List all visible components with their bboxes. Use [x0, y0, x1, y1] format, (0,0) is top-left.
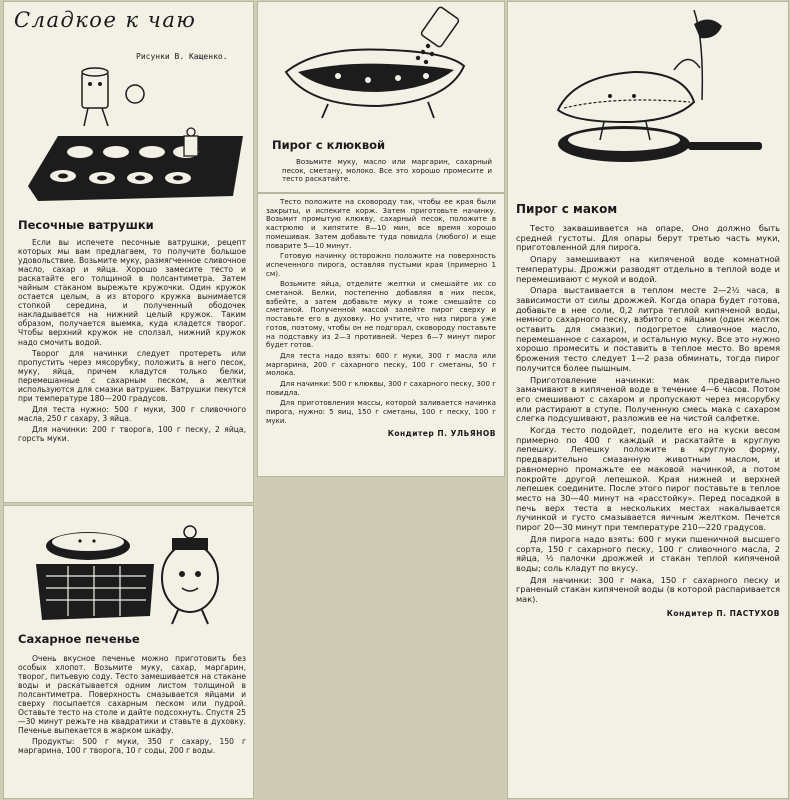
- paragraph: Творог для начинки следует протереть или пропустить через мясорубку, положить в него песок, муку, яйца, причем кладутся только белки, перемешанные с сахарным песком, а желтки используются для смазки ватрушек. Ватрушки пекутся при температуре 180—200 градусов.: [18, 348, 246, 403]
- ingredients-filling: Для начинки: 500 г клюквы, 300 г сахарного песку, 300 г повидла.: [266, 379, 496, 397]
- ingredients-filling: Для начинки: 200 г творога, 100 г песку, 2 яйца, горсть муки.: [18, 424, 246, 443]
- paragraph: Когда тесто подойдет, поделите его на куски весом примерно по 400 г каждый и раскатайте в круглую лепешку. Лепешку положите в круглую форму, предварительно смазанную животным маслом, и равномерно промажьте ее маковой начинкой, а потом покройте другой лепешкой. Края нижней и верхней лепешек соедините. После этого пирог поставьте в теплое место на 30—40 минут на «расстойку». Перед посадкой в печь верх теста в нескольких местах накалывается лучинкой и густо смазывается яичным желтком. Печется пирог 20—30 минут при температуре 210—220 градусов.: [516, 425, 780, 533]
- paragraph: Тесто положите на сковороду так, чтобы ее края были закрыты, и испеките корж. Затем приготовьте начинку. Возьмит промытую клюкву, сахарный песок, положите в кастрюлю и кипятите 8—10 мин, все время хорошо помешивая. Затем добавьте туда повидла (любого) и еще поварите 5—10 минут.: [266, 197, 496, 250]
- author-signature: Кондитер П. ПАСТУХОВ: [666, 608, 780, 618]
- recipe-body-klyukva: [266, 198, 496, 438]
- recipe-heading-mak: Пирог с маком: [516, 202, 618, 216]
- recipe-body-mak: [516, 224, 780, 618]
- recipe-heading-pechenie: Сахарное печенье: [18, 632, 140, 646]
- pie-dish-illustration: [278, 6, 490, 124]
- clipping-klyukva-body: [258, 194, 504, 476]
- page-title: Сладкое к чаю: [14, 8, 197, 32]
- cookie-cutter-illustration: [18, 66, 246, 206]
- ingredients-dough: Для теста нужно: 500 г муки, 300 г сливочного масла, 250 г сахару, 3 яйца.: [18, 404, 246, 423]
- ingredients-dough: Для пирога надо взять: 600 г муки пшеничной высшего сорта, 150 г сахарного песку, 100 г сливочного масла, 2 яйца, ½ палочки дрожжей и стакан теплой кипяченой воды; соль кладут по вкусу.: [516, 533, 780, 573]
- paragraph: Возьмите муку, масло или маргарин, сахарный песок, сметану, молоко. Все это хорошо промесите и тесто раскатайте.: [282, 157, 492, 184]
- author-signature: Кондитер П. УЛЬЯНОВ: [387, 428, 496, 438]
- illustrator-credit: Рисунки В. Кащенко.: [136, 52, 228, 61]
- clipping-mak: [508, 2, 788, 798]
- ingredients-topping: Для приготовления массы, которой заливается начинка пирога, нужно: 5 яиц, 150 г сметаны, 100 г песку, 100 г муки.: [266, 398, 496, 425]
- frying-pan-illustration: [544, 10, 772, 180]
- ingredients-filling: Для начинки: 300 г мака, 150 г сахарного песку и граненый стакан кипяченой воды (в которой распаривается мак).: [516, 574, 780, 605]
- paragraph: Очень вкусное печенье можно приготовить без особых хлопот. Возьмите муку, сахар, маргарин, творог, питьевую соду. Тесто замешивается на стакане воды и раскатывается одним листом толщиной в полсантиметра. Поверхность смазывается яйцами и сверху посыпается сахарным песком или пудрой. Оставьте тесто на столе и дайте подсохнуть. Спустя 25—30 минут режьте на квадратики и ставьте в духовку. Печенье выпекается в жарком шкафу.: [18, 654, 246, 736]
- paragraph: Приготовление начинки: мак предварительно замачивают в кипяченой воде в течение 4—6 часов. Потом его смешивают с сахаром и пропускают через мясорубку или растирают в ступе. Полученную смесь мака с сахаром слегка подсушивают, разложив ее на чистой салфетке.: [516, 374, 780, 424]
- recipe-body-pechenie: [18, 654, 246, 758]
- ingredients: Продукты: 500 г муки, 350 г сахару, 150 г маргарина, 100 г творога, 10 г соды, 200 г воды.: [18, 737, 246, 756]
- recipe-intro-klyukva: [282, 158, 492, 186]
- recipe-heading-klyukva: Пирог с клюквой: [272, 138, 386, 152]
- paragraph: Опара выстаивается в теплом месте 2—2½ часа, в зависимости от силы дрожжей. Когда опара будет готова, добавьте в нее соли, 0,2 литра теплой кипяченой воды, немного сахарного песку, взбитого с яйцами (один желток оставить для смазки), подогретое сливочное масло, перемешанное с сахаром, и остальную муку. Все это нужно хорошо промесить и поставить в теплое место. Во время брожения тесто следует 1—2 раза обминать, тогда пирог получится более пышным.: [516, 285, 780, 373]
- paragraph: Если вы испечете песочные ватрушки, рецепт которых мы вам предлагаем, то получите большое удовольствие. Возьмите муку, размягченное сливочное масло, сахар и яйца. Хорошо замесите тесто и раскатайте его толщиной в полсантиметра. Затем чайным стаканом вырежьте кружочки. Один кружок остается целым, а из второго кружка вынимается стопкой середина, и полученный ободочек накладывается на нижний целый кружок. Таким образом, получается выемка, куда кладется творог. Чтобы верхний кружок не сползал, нижний кружок надо смочить водой.: [18, 238, 246, 347]
- clipping-klyukva-top: [258, 2, 504, 192]
- recipe-heading-vatrushki: Песочные ватрушки: [18, 218, 154, 232]
- clipping-vatrushki: [4, 2, 253, 502]
- paragraph: Тесто заквашивается на опаре. Оно должно быть средней густоты. Для опары берут третью часть муки, приготовленной для пирога.: [516, 223, 780, 253]
- paragraph: Опару замешивают на кипяченой воде комнатной температуры. Дрожжи разводят отдельно в теплой воде и перемешивают с мукой и водой.: [516, 254, 780, 284]
- recipe-body-vatrushki: [18, 238, 246, 445]
- clipping-pechenie: [4, 506, 253, 798]
- paragraph: Возьмите яйца, отделите желтки и смешайте их со сметаной. Белки, постепенно добавляя в них песок, взбейте, а затем добавьте муку и тоже смешайте со сметаной. Полученной массой залейте пирог сверху и поставьте его в духовку. Но учтите, что низ пирога уже готов, поэтому, чтобы он не подгорал, сковороду поставьте на подставку из 2—3 противней. Через 6—7 минут пирог будет готов.: [266, 279, 496, 350]
- paragraph: Готовую начинку осторожно положите на поверхность испеченного пирога, оставляя пустыми края (примерно 1 см).: [266, 251, 496, 278]
- cookie-sheet-illustration: [32, 516, 232, 628]
- ingredients-dough: Для теста надо взять: 600 г муки, 300 г масла или маргарина, 200 г сахарного песку, 100 г сметаны, 50 г молока.: [266, 350, 496, 378]
